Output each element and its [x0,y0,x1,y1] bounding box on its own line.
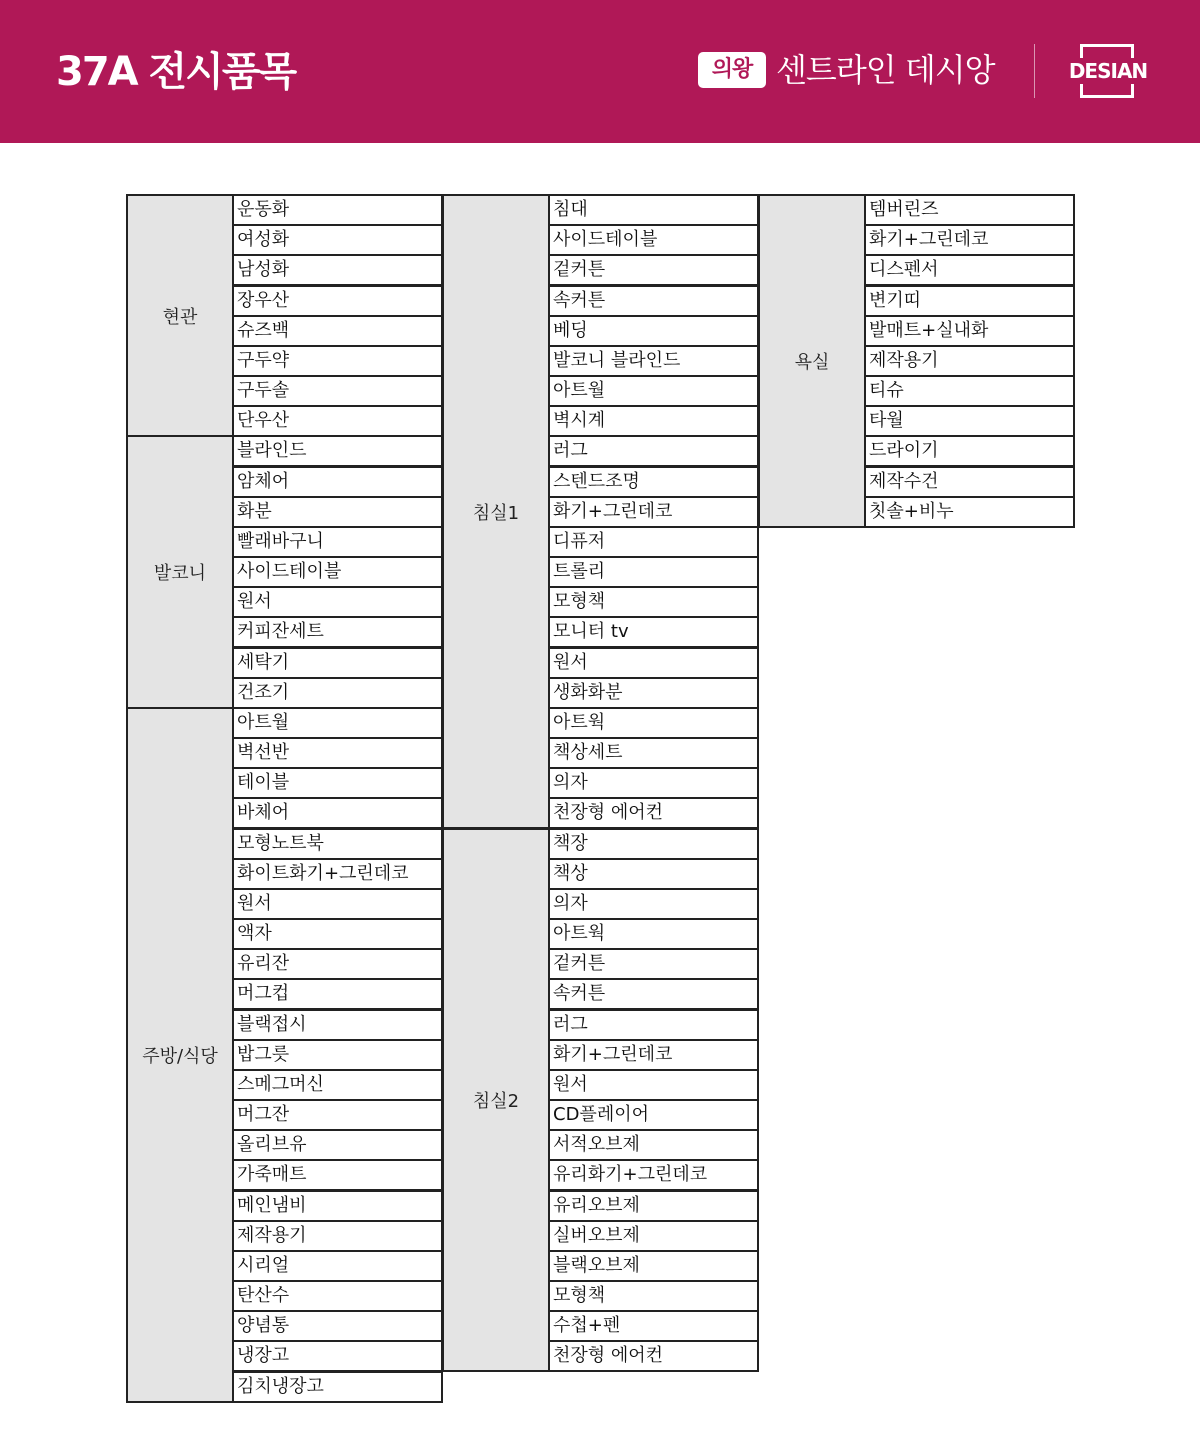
item-cell: 책장 [548,828,759,860]
item-cell: 단우산 [232,405,443,437]
item-cell: 실버오브제 [548,1220,759,1252]
item-cell: 블랙접시 [232,1009,443,1041]
item-cell: 가죽매트 [232,1159,443,1191]
item-cell: 블라인드 [232,435,443,467]
item-cell: 블랙오브제 [548,1250,759,1282]
item-cell: 디퓨저 [548,526,759,558]
item-cell: 빨래바구니 [232,526,443,558]
item-cell: 제작용기 [232,1220,443,1252]
item-cell: 슈즈백 [232,315,443,347]
item-cell: 화분 [232,496,443,528]
item-cell: 화기+그린데코 [548,496,759,528]
item-cell: 스텐드조명 [548,466,759,498]
item-cell: 서적오브제 [548,1129,759,1161]
item-cell: 벽시계 [548,405,759,437]
item-cell: 사이드테이블 [548,224,759,256]
item-cell: 침대 [548,194,759,226]
item-cell: 밥그릇 [232,1039,443,1071]
item-cell: 구두솔 [232,375,443,407]
item-cell: 겉커튼 [548,948,759,980]
logo-text: DESIAN [1068,59,1148,83]
item-cell: 책상세트 [548,737,759,769]
item-cell: 의자 [548,767,759,799]
item-cell: 유리오브제 [548,1190,759,1222]
item-cell: CD플레이어 [548,1099,759,1131]
item-cell: 의자 [548,888,759,920]
item-cell: 변기띠 [864,285,1075,317]
category-cell: 침실1 [442,194,550,829]
item-cell: 화기+그린데코 [548,1039,759,1071]
header-divider [1034,44,1035,98]
item-cell: 발매트+실내화 [864,315,1075,347]
item-cell: 냉장고 [232,1340,443,1372]
item-cell: 디스펜서 [864,254,1075,286]
item-cell: 속커튼 [548,285,759,317]
item-cell: 김치냉장고 [232,1371,443,1403]
header-bar [0,0,1200,143]
item-cell: 세탁기 [232,647,443,679]
item-cell: 남성화 [232,254,443,286]
item-cell: 드라이기 [864,435,1075,467]
item-cell: 테이블 [232,767,443,799]
item-cell: 모니터 tv [548,616,759,648]
item-cell: 벽선반 [232,737,443,769]
item-cell: 러그 [548,1009,759,1041]
item-cell: 생화화분 [548,677,759,709]
category-cell: 현관 [126,194,234,437]
complex-name: 센트라인 데시앙 [776,51,995,89]
item-cell: 러그 [548,435,759,467]
item-cell: 원서 [232,888,443,920]
category-cell: 침실2 [442,828,550,1372]
location-badge: 의왕 [698,52,766,88]
item-cell: 머그컵 [232,978,443,1010]
page-title: 37A 전시품목 [56,49,296,95]
item-cell: 트롤리 [548,556,759,588]
item-cell: 속커튼 [548,978,759,1010]
item-cell: 책상 [548,858,759,890]
item-cell: 액자 [232,918,443,950]
item-cell: 모형노트북 [232,828,443,860]
item-cell: 운동화 [232,194,443,226]
item-cell: 제작수건 [864,466,1075,498]
category-cell: 욕실 [758,194,866,528]
item-cell: 화이트화기+그린데코 [232,858,443,890]
item-cell: 건조기 [232,677,443,709]
desian-logo [1062,44,1154,98]
item-cell: 메인냄비 [232,1190,443,1222]
item-cell: 티슈 [864,375,1075,407]
item-cell: 아트월 [232,707,443,739]
item-cell: 제작용기 [864,345,1075,377]
item-cell: 발코니 블라인드 [548,345,759,377]
item-cell: 구두약 [232,345,443,377]
category-cell: 주방/식당 [126,707,234,1403]
item-cell: 여성화 [232,224,443,256]
item-cell: 수첩+펜 [548,1310,759,1342]
item-cell: 모형책 [548,1280,759,1312]
item-cell: 장우산 [232,285,443,317]
item-cell: 머그잔 [232,1099,443,1131]
item-cell: 사이드테이블 [232,556,443,588]
item-cell: 화기+그린데코 [864,224,1075,256]
category-cell: 발코니 [126,435,234,709]
item-cell: 올리브유 [232,1129,443,1161]
item-cell: 원서 [548,1069,759,1101]
item-cell: 천장형 에어컨 [548,1340,759,1372]
item-cell: 모형책 [548,586,759,618]
item-cell: 유리잔 [232,948,443,980]
item-cell: 암체어 [232,466,443,498]
item-cell: 원서 [548,647,759,679]
item-cell: 커피잔세트 [232,616,443,648]
item-cell: 바체어 [232,797,443,829]
item-cell: 아트웍 [548,707,759,739]
item-cell: 스메그머신 [232,1069,443,1101]
item-cell: 천장형 에어컨 [548,797,759,829]
item-cell: 아트웍 [548,918,759,950]
item-cell: 칫솔+비누 [864,496,1075,528]
item-cell: 원서 [232,586,443,618]
item-cell: 템버린즈 [864,194,1075,226]
item-cell: 양념통 [232,1310,443,1342]
item-cell: 시리얼 [232,1250,443,1282]
item-cell: 타월 [864,405,1075,437]
item-cell: 겉커튼 [548,254,759,286]
item-cell: 탄산수 [232,1280,443,1312]
item-cell: 유리화기+그린데코 [548,1159,759,1191]
item-cell: 아트월 [548,375,759,407]
item-cell: 베딩 [548,315,759,347]
